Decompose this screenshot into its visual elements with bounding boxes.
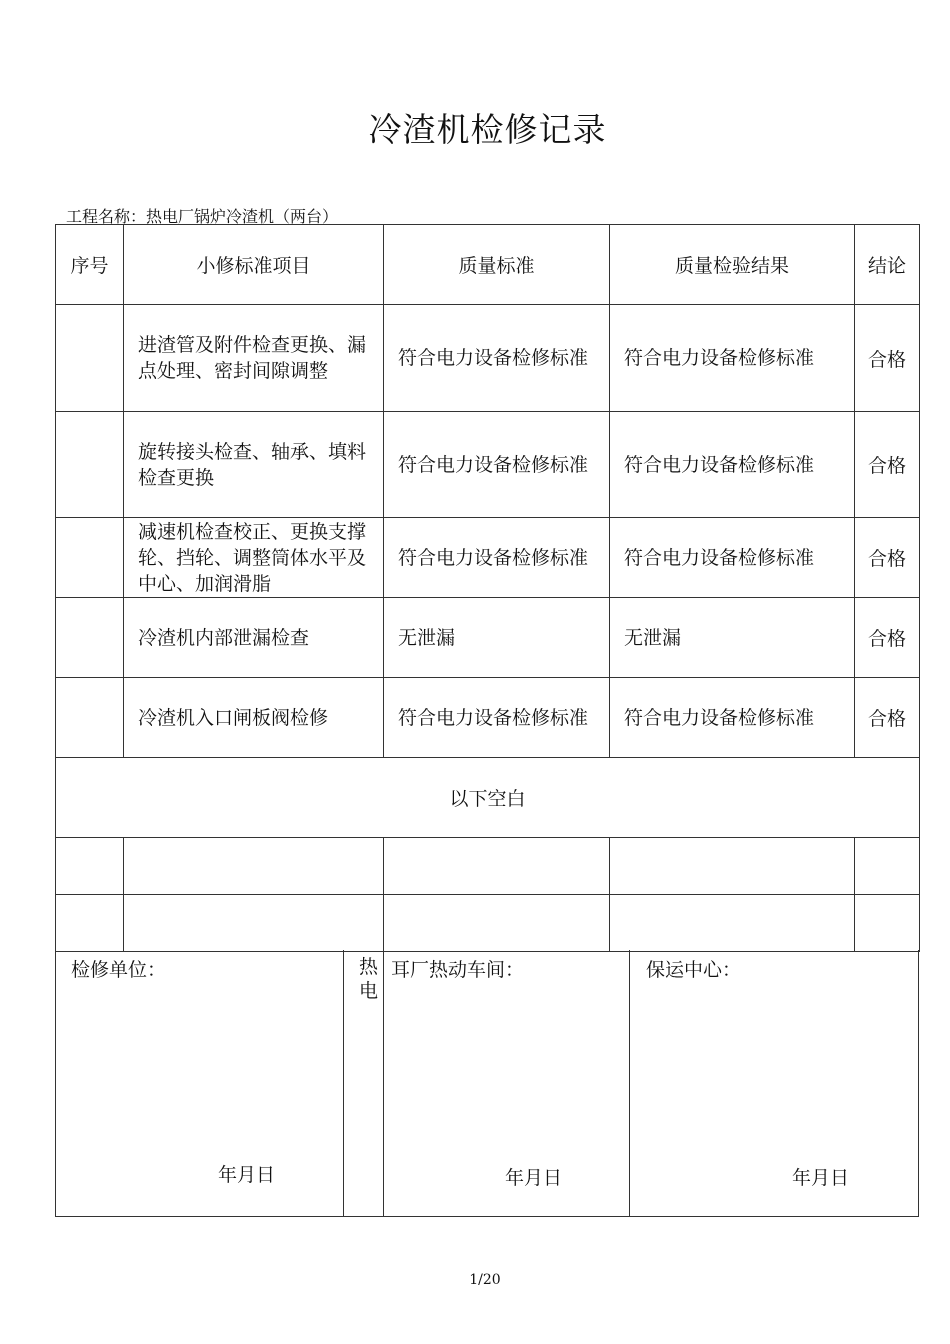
- table-row: [56, 678, 920, 758]
- row-conclusion: 合格: [855, 678, 920, 758]
- workshop-date: 年月日: [505, 1167, 563, 1189]
- row-result: 符合电力设备检修标准: [610, 412, 855, 518]
- unit-date: 年月日: [218, 1164, 276, 1186]
- header-standard: 质量标准: [384, 225, 610, 305]
- row-result: 符合电力设备检修标准: [610, 518, 855, 598]
- row-no: [56, 305, 124, 412]
- empty-cell: [610, 838, 855, 895]
- blank-note: 以下空白: [56, 758, 920, 838]
- empty-cell: [384, 838, 610, 895]
- row-standard: 符合电力设备检修标准: [384, 518, 610, 598]
- split-label: 热电: [359, 956, 379, 1002]
- empty-cell: [384, 895, 610, 952]
- signoff-divider: [343, 950, 344, 1216]
- blank-note-row: [56, 758, 920, 838]
- center-date: 年月日: [792, 1167, 850, 1189]
- row-result: 符合电力设备检修标准: [610, 678, 855, 758]
- empty-cell: [124, 838, 384, 895]
- row-standard: 符合电力设备检修标准: [384, 678, 610, 758]
- empty-cell: [124, 895, 384, 952]
- row-result: 符合电力设备检修标准: [610, 305, 855, 412]
- empty-row: [56, 838, 920, 895]
- row-standard: 符合电力设备检修标准: [384, 305, 610, 412]
- service-center-label: 保运中心：: [646, 959, 742, 981]
- row-result: 无泄漏: [610, 598, 855, 678]
- table-row: [56, 305, 920, 412]
- empty-cell: [855, 838, 920, 895]
- signoff-divider: [629, 950, 630, 1216]
- row-item: 进渣管及附件检查更换、漏点处理、密封间隙调整: [124, 305, 384, 412]
- signoff-divider: [383, 950, 384, 1216]
- row-no: [56, 598, 124, 678]
- workshop-label: 耳厂热动车间：: [391, 959, 525, 981]
- empty-cell: [610, 895, 855, 952]
- empty-cell: [855, 895, 920, 952]
- row-no: [56, 518, 124, 598]
- maintenance-unit-label: 检修单位：: [71, 959, 167, 981]
- page-number: 1/20: [469, 1272, 501, 1288]
- table-row: [56, 518, 920, 598]
- document-title: 冷渣机检修记录: [368, 110, 607, 149]
- table-row: [56, 598, 920, 678]
- row-standard: 符合电力设备检修标准: [384, 412, 610, 518]
- row-conclusion: 合格: [855, 305, 920, 412]
- row-item: 减速机检查校正、更换支撑轮、挡轮、调整筒体水平及中心、加润滑脂: [124, 518, 384, 598]
- row-conclusion: 合格: [855, 518, 920, 598]
- header-item: 小修标准项目: [124, 225, 384, 305]
- row-standard: 无泄漏: [384, 598, 610, 678]
- table-header-row: [56, 225, 920, 305]
- empty-cell: [56, 895, 124, 952]
- header-conclusion: 结论: [855, 225, 920, 305]
- row-item: 冷渣机内部泄漏检查: [124, 598, 384, 678]
- empty-cell: [56, 838, 124, 895]
- row-conclusion: 合格: [855, 412, 920, 518]
- header-no: 序号: [56, 225, 124, 305]
- signoff-section: [55, 950, 919, 1217]
- header-result: 质量检验结果: [610, 225, 855, 305]
- inspection-table: [55, 224, 920, 952]
- table-row: [56, 412, 920, 518]
- empty-row: [56, 895, 920, 952]
- row-no: [56, 412, 124, 518]
- row-conclusion: 合格: [855, 598, 920, 678]
- project-name: 工程名称：热电厂锅炉冷渣机（两台）: [66, 207, 339, 226]
- row-item: 旋转接头检查、轴承、填料检查更换: [124, 412, 384, 518]
- row-item: 冷渣机入口闸板阀检修: [124, 678, 384, 758]
- row-no: [56, 678, 124, 758]
